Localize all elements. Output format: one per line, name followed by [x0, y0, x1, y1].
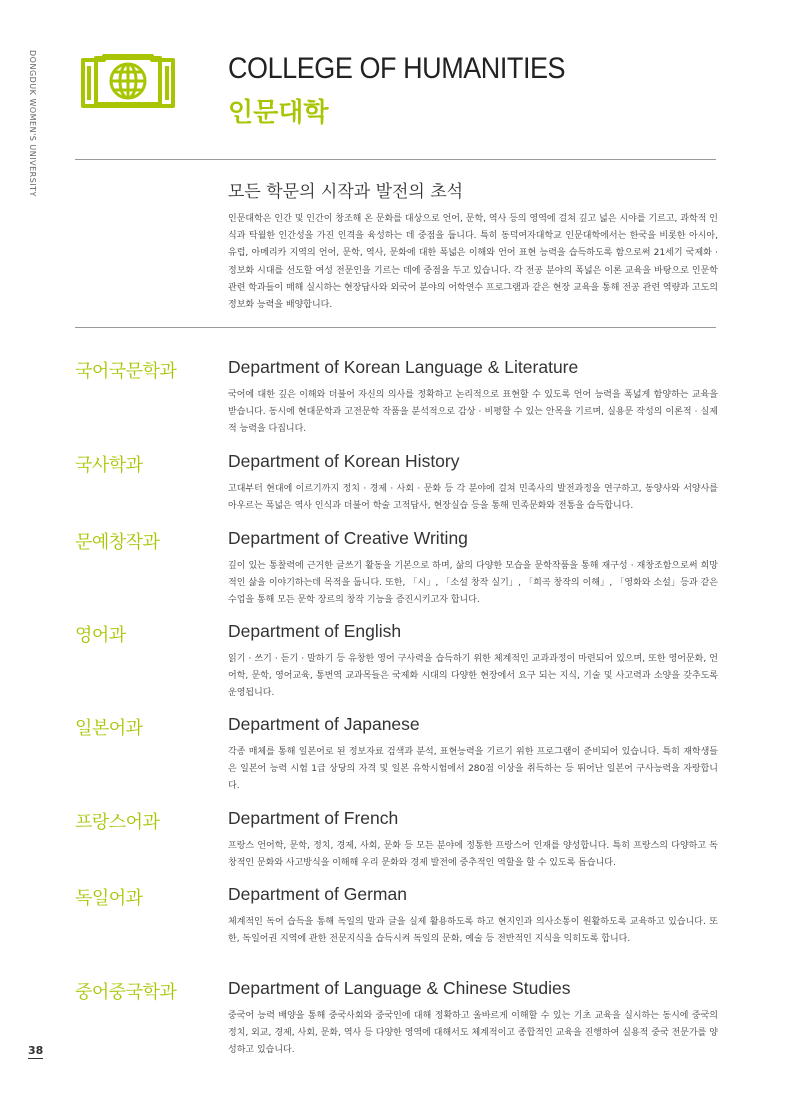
department-name-en: Department of Language & Chinese Studies	[228, 978, 571, 998]
divider	[75, 159, 716, 160]
department-description: 체계적인 독어 습득을 통해 독일의 말과 글을 실제 활용하도록 하고 현지인과 의사소통이 원활하도록 교육하고 있습니다. 또한, 독일어권 지역에 관한 전문지식을 습득시켜 독일의 문화, 예술 등 전반적인 지식을 익히도록 합니다.	[228, 917, 718, 945]
department-name-en: Department of Korean Language & Literature	[228, 357, 579, 377]
university-vertical-label: DONGDUK WOMEN'S UNIVERSITY	[28, 50, 37, 197]
intro-title: 모든 학문의 시작과 발전의 초석	[228, 182, 464, 202]
department-name-en: Department of German	[228, 884, 407, 904]
department-name-ko: 일본어과	[75, 718, 143, 739]
department-name-en: Department of Japanese	[228, 714, 420, 734]
department-name-en: Department of French	[228, 808, 399, 828]
college-title-en: COLLEGE OF HUMANITIES	[228, 52, 566, 85]
department-description: 고대부터 현대에 이르기까지 정치 · 경제 · 사회 · 문화 등 각 분야에 걸쳐 민족사의 발전과정을 연구하고, 동양사와 서양사를 아우르는 폭넓은 역사 인식과 더불어 학술 고적답사, 현장실습 등을 통해 민족문화와 전통을 습득합니다.	[228, 484, 718, 512]
department-description: 읽기 · 쓰기 · 듣기 · 말하기 등 유창한 영어 구사력을 습득하기 위한 체계적인 교과과정이 마련되어 있으며, 또한 영어문화, 언어학, 문학, 영어교육, 통번역 교과목들은 국제화 시대의 다양한 현장에서 요구 되는 지식, 기술 및 사고력과 소양을 갖추도록 운영됩니다.	[228, 654, 718, 699]
globe-book-icon	[80, 54, 176, 112]
department-name-en: Department of Korean History	[228, 451, 460, 471]
department-name-en: Department of Creative Writing	[228, 528, 468, 548]
department-description: 깊이 있는 통찰력에 근거한 글쓰기 활동을 기본으로 하며, 삶의 다양한 모습을 문학작품을 통해 재구성 · 재창조함으로써 희망적인 삶을 이야기하는데 목적을 둡니다. 또한, 「시」, 「소설 창작 실기」, 「희곡 창작의 이해」, 「영화와 소설」등과 같은 수업을 통해 모든 문학 장르의 창작 기능을 증진시키고자 합니다.	[228, 561, 718, 606]
department-name-ko: 중어중국학과	[75, 982, 177, 1003]
page-number: 38	[28, 1044, 44, 1057]
department-description: 각종 매체를 통해 일본어로 된 정보자료 검색과 분석, 표현능력을 기르기 위한 프로그램이 준비되어 있습니다. 특히 재학생들은 일본어 능력 시험 1급 상당의 자격 및 일본 유학시험에서 280점 이상을 취득하는 등 뛰어난 일본어 구사능력을 자랑합니다.	[228, 747, 718, 792]
intro-body: 인문대학은 인간 및 인간이 창조해 온 문화를 대상으로 언어, 문학, 역사 등의 영역에 걸쳐 깊고 넓은 시야를 기르고, 과학적 인식과 탁월한 인간성을 가진 인격을 육성하는 데 중점을 둡니다. 특히 동덕여자대학교 인문대학에서는 한국을 비롯한 아시아, 유럽, 아메리카 지역의 언어, 문학, 역사, 문화에 대한 폭넓은 이해와 언어 표현 능력을 습득하도록 함으로써 21세기 국제화 · 정보화 시대를 선도할 여성 전문인을 기르는 데에 중점을 두고 있습니다. 각 전공 분야의 폭넓은 이론 교육을 바탕으로 인문학 관련 학과들이 매해 실시하는 현장답사와 외국어 분야의 어학연수 프로그램과 같은 현장 교육을 통해 전공 관련 역량과 고도의 정보화 능력을 배양합니다.	[228, 214, 718, 311]
department-description: 프랑스 언어학, 문학, 정치, 경제, 사회, 문화 등 모든 분야에 정통한 프랑스어 인재를 양성합니다. 특히 프랑스의 다양하고 독창적인 문화와 사고방식을 이해해 우리 문화와 경제 발전에 중추적인 역할을 할 수 있도록 돕습니다.	[228, 841, 718, 869]
department-description: 국어에 대한 깊은 이해와 더불어 자신의 의사를 정확하고 논리적으로 표현할 수 있도록 언어 능력을 폭넓게 함양하는 교육을 받습니다. 동시에 현대문학과 고전문학 작품을 분석적으로 감상 · 비평할 수 있는 안목을 기르며, 실용문 작성의 이론적 · 실제적 능력을 다집니다.	[228, 390, 718, 435]
college-title-ko: 인문대학	[228, 98, 329, 128]
department-description: 중국어 능력 배양을 통해 중국사회와 중국인에 대해 정확하고 올바르게 이해할 수 있는 기초 교육을 실시하는 동시에 중국의 정치, 외교, 경제, 사회, 문화, 역사 등 다양한 영역에 대해서도 체계적이고 종합적인 교육을 진행하여 실용적 중국 전문가를 양성하고 있습니다.	[228, 1011, 718, 1056]
department-name-ko: 국어국문학과	[75, 361, 177, 382]
department-name-ko: 국사학과	[75, 455, 143, 476]
department-name-ko: 영어과	[75, 625, 126, 646]
department-name-ko: 문예창작과	[75, 532, 160, 553]
department-name-en: Department of English	[228, 621, 402, 641]
department-name-ko: 독일어과	[75, 888, 143, 909]
department-name-ko: 프랑스어과	[75, 812, 160, 833]
divider	[75, 327, 716, 328]
